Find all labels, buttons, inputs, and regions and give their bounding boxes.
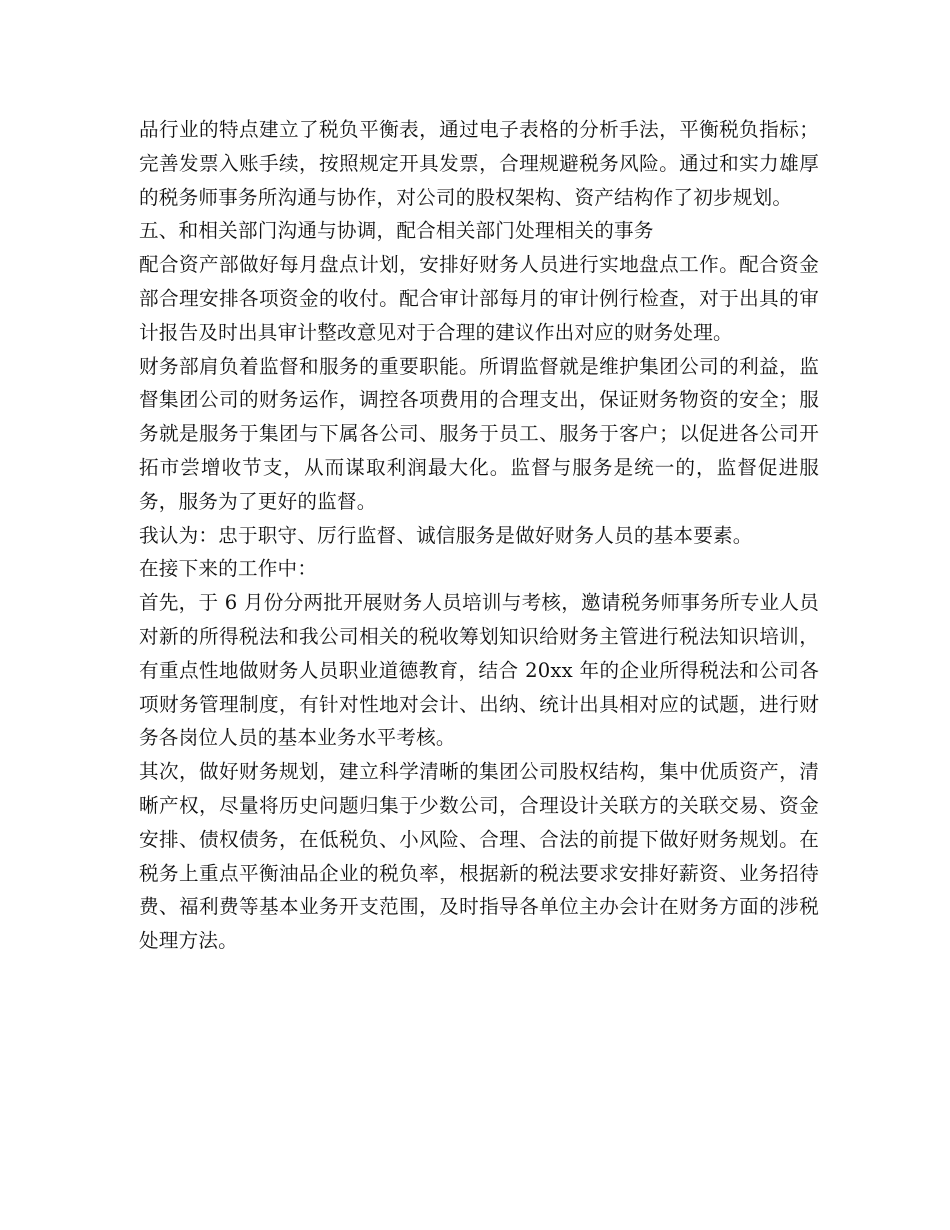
paragraph-department-cooperation: 配合资产部做好每月盘点计划，安排好财务人员进行实地盘点工作。配合资金部合理安排各项资金的收付。配合审计部每月的审计例行检查，对于出具的审计报告及时出具审计整改意见对于合理的建议作出对应的财务处理。 [139, 253, 819, 344]
paragraph-basic-elements: 我认为：忠于职守、厉行监督、诚信服务是做好财务人员的基本要素。 [139, 523, 753, 547]
document-page [139, 113, 819, 958]
paragraph-second-planning: 其次，做好财务规划，建立科学清晰的集团公司股权结构，集中优质资产，清晰产权，尽量将历史问题归集于少数公司，合理设计关联方的关联交易、资金安排、债权债务，在低税负、小风险、合理、合法的前提下做好财务规划。在税务上重点平衡油品企业的税负率，根据新的税法要求安排好薪资、业务招待费、福利费等基本业务开支范围，及时指导各单位主办会计在财务方面的涉税处理方法。 [139, 760, 819, 953]
paragraph-first-training: 首先，于 6 月份分两批开展财务人员培训与考核，邀请税务师事务所专业人员对新的所得税法和我公司相关的税收筹划知识给财务主管进行税法知识培训，有重点性地做财务人员职业道德教育，结合 20xx 年的企业所得税法和公司各项财务管理制度，有针对性地对会计、出纳、统计出具相对应的试题，进行财务各岗位人员的基本业务水平考核。 [139, 591, 819, 750]
paragraph-next-work-intro: 在接下来的工作中： [139, 557, 318, 581]
section-heading-five: 五、和相关部门沟通与协调，配合相关部门处理相关的事务 [139, 219, 654, 243]
paragraph-supervision-service: 财务部肩负着监督和服务的重要职能。所谓监督就是维护集团公司的利益，监督集团公司的财务运作，调控各项费用的合理支出，保证财务物资的安全；服务就是服务于集团与下属各公司、服务于员工、服务于客户；以促进各公司开拓市尝增收节支，从而谋取利润最大化。监督与服务是统一的，监督促进服务，服务为了更好的监督。 [139, 354, 819, 513]
paragraph-tax-balance: 品行业的特点建立了税负平衡表，通过电子表格的分析手法，平衡税负指标；完善发票入账手续，按照规定开具发票，合理规避税务风险。通过和实力雄厚的税务师事务所沟通与协作，对公司的股权架构、资产结构作了初步规划。 [139, 118, 819, 209]
